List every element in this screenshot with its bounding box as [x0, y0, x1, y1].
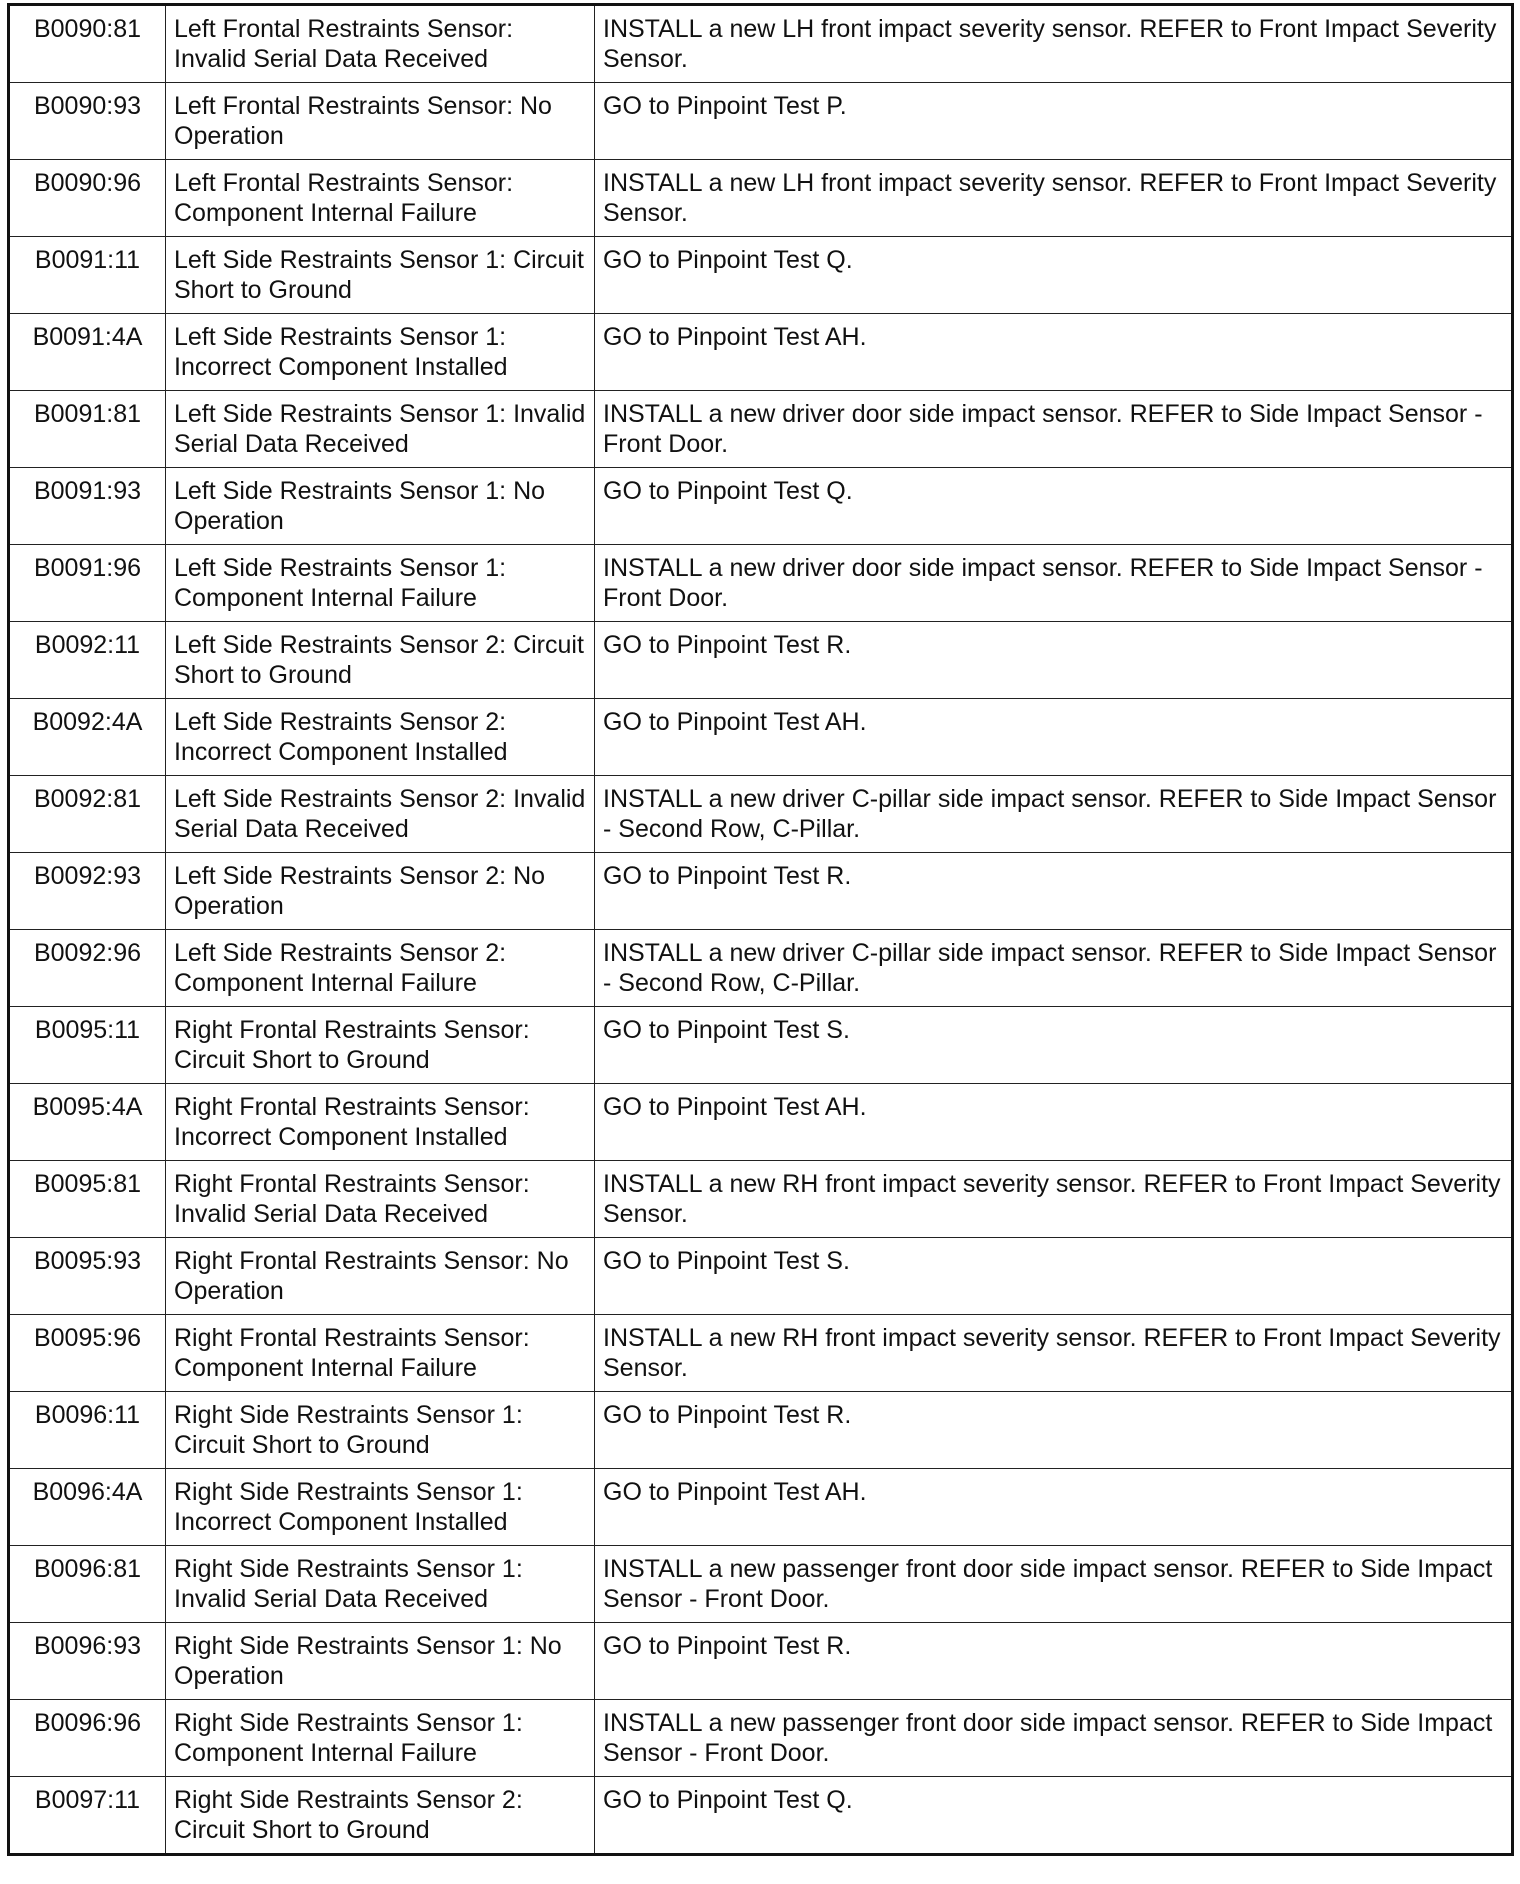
dtc-description-cell: Right Side Restraints Sensor 1: Invalid Serial Data Received	[166, 1546, 595, 1623]
dtc-description-cell: Left Frontal Restraints Sensor: Invalid Serial Data Received	[166, 5, 595, 83]
dtc-description-cell: Left Frontal Restraints Sensor: No Operation	[166, 83, 595, 160]
table-row	[9, 1084, 1513, 1161]
dtc-action-cell: GO to Pinpoint Test R.	[595, 622, 1513, 699]
table-row	[9, 776, 1513, 853]
dtc-code-cell: B0092:11	[9, 622, 166, 699]
table-row	[9, 622, 1513, 699]
dtc-action-cell: INSTALL a new passenger front door side impact sensor. REFER to Side Impact Sensor - Front Door.	[595, 1546, 1513, 1623]
dtc-action-cell: GO to Pinpoint Test Q.	[595, 468, 1513, 545]
dtc-description-cell: Right Frontal Restraints Sensor: Circuit Short to Ground	[166, 1007, 595, 1084]
dtc-action-cell: GO to Pinpoint Test Q.	[595, 237, 1513, 314]
table-row	[9, 1315, 1513, 1392]
dtc-action-cell: GO to Pinpoint Test AH.	[595, 314, 1513, 391]
table-row	[9, 83, 1513, 160]
dtc-action-cell: GO to Pinpoint Test P.	[595, 83, 1513, 160]
dtc-description-cell: Left Side Restraints Sensor 2: Component Internal Failure	[166, 930, 595, 1007]
dtc-code-cell: B0095:11	[9, 1007, 166, 1084]
dtc-table-body	[9, 5, 1513, 1855]
dtc-action-cell: GO to Pinpoint Test R.	[595, 1623, 1513, 1700]
table-row	[9, 545, 1513, 622]
dtc-code-cell: B0092:93	[9, 853, 166, 930]
table-row	[9, 1623, 1513, 1700]
table-row	[9, 160, 1513, 237]
dtc-code-cell: B0090:81	[9, 5, 166, 83]
dtc-code-cell: B0091:81	[9, 391, 166, 468]
table-row	[9, 391, 1513, 468]
dtc-code-cell: B0095:81	[9, 1161, 166, 1238]
dtc-action-cell: GO to Pinpoint Test AH.	[595, 1084, 1513, 1161]
table-row	[9, 930, 1513, 1007]
dtc-code-cell: B0092:4A	[9, 699, 166, 776]
table-row	[9, 1161, 1513, 1238]
table-row	[9, 1469, 1513, 1546]
table-row	[9, 1700, 1513, 1777]
dtc-code-cell: B0092:81	[9, 776, 166, 853]
dtc-description-cell: Right Side Restraints Sensor 1: Component Internal Failure	[166, 1700, 595, 1777]
dtc-description-cell: Right Side Restraints Sensor 2: Circuit Short to Ground	[166, 1777, 595, 1855]
dtc-action-cell: INSTALL a new RH front impact severity sensor. REFER to Front Impact Severity Sensor.	[595, 1315, 1513, 1392]
dtc-description-cell: Right Frontal Restraints Sensor: Invalid Serial Data Received	[166, 1161, 595, 1238]
dtc-description-cell: Left Side Restraints Sensor 2: Incorrect Component Installed	[166, 699, 595, 776]
dtc-description-cell: Left Side Restraints Sensor 2: Circuit Short to Ground	[166, 622, 595, 699]
dtc-description-cell: Right Side Restraints Sensor 1: No Operation	[166, 1623, 595, 1700]
dtc-action-cell: INSTALL a new driver door side impact sensor. REFER to Side Impact Sensor - Front Door.	[595, 545, 1513, 622]
dtc-action-cell: INSTALL a new driver C-pillar side impact sensor. REFER to Side Impact Sensor - Second Row, C-Pillar.	[595, 930, 1513, 1007]
dtc-code-cell: B0097:11	[9, 1777, 166, 1855]
table-row	[9, 1238, 1513, 1315]
dtc-description-cell: Left Side Restraints Sensor 1: Component Internal Failure	[166, 545, 595, 622]
dtc-code-cell: B0091:4A	[9, 314, 166, 391]
dtc-action-cell: GO to Pinpoint Test S.	[595, 1238, 1513, 1315]
table-row	[9, 853, 1513, 930]
dtc-code-cell: B0095:4A	[9, 1084, 166, 1161]
table-row	[9, 1392, 1513, 1469]
table-row	[9, 699, 1513, 776]
dtc-description-cell: Left Side Restraints Sensor 1: Circuit Short to Ground	[166, 237, 595, 314]
dtc-table	[7, 3, 1514, 1856]
dtc-code-cell: B0091:11	[9, 237, 166, 314]
dtc-description-cell: Right Frontal Restraints Sensor: Component Internal Failure	[166, 1315, 595, 1392]
dtc-action-cell: INSTALL a new RH front impact severity sensor. REFER to Front Impact Severity Sensor.	[595, 1161, 1513, 1238]
dtc-action-cell: GO to Pinpoint Test S.	[595, 1007, 1513, 1084]
dtc-code-cell: B0096:11	[9, 1392, 166, 1469]
dtc-description-cell: Left Side Restraints Sensor 1: Invalid Serial Data Received	[166, 391, 595, 468]
dtc-description-cell: Right Side Restraints Sensor 1: Incorrect Component Installed	[166, 1469, 595, 1546]
dtc-action-cell: INSTALL a new LH front impact severity sensor. REFER to Front Impact Severity Sensor.	[595, 5, 1513, 83]
dtc-code-cell: B0096:4A	[9, 1469, 166, 1546]
dtc-action-cell: GO to Pinpoint Test R.	[595, 853, 1513, 930]
dtc-code-cell: B0095:96	[9, 1315, 166, 1392]
dtc-code-cell: B0090:96	[9, 160, 166, 237]
table-row	[9, 237, 1513, 314]
dtc-code-cell: B0096:96	[9, 1700, 166, 1777]
table-row	[9, 1546, 1513, 1623]
dtc-code-cell: B0092:96	[9, 930, 166, 1007]
table-row	[9, 1777, 1513, 1855]
table-row	[9, 5, 1513, 83]
dtc-action-cell: INSTALL a new LH front impact severity sensor. REFER to Front Impact Severity Sensor.	[595, 160, 1513, 237]
dtc-action-cell: INSTALL a new passenger front door side impact sensor. REFER to Side Impact Sensor - Front Door.	[595, 1700, 1513, 1777]
dtc-description-cell: Left Side Restraints Sensor 1: Incorrect Component Installed	[166, 314, 595, 391]
dtc-description-cell: Left Side Restraints Sensor 2: Invalid Serial Data Received	[166, 776, 595, 853]
dtc-code-cell: B0095:93	[9, 1238, 166, 1315]
dtc-action-cell: INSTALL a new driver C-pillar side impact sensor. REFER to Side Impact Sensor - Second Row, C-Pillar.	[595, 776, 1513, 853]
dtc-action-cell: GO to Pinpoint Test AH.	[595, 699, 1513, 776]
dtc-description-cell: Left Side Restraints Sensor 2: No Operation	[166, 853, 595, 930]
dtc-action-cell: GO to Pinpoint Test R.	[595, 1392, 1513, 1469]
table-row	[9, 468, 1513, 545]
dtc-description-cell: Left Side Restraints Sensor 1: No Operation	[166, 468, 595, 545]
dtc-description-cell: Right Frontal Restraints Sensor: No Operation	[166, 1238, 595, 1315]
dtc-description-cell: Right Frontal Restraints Sensor: Incorrect Component Installed	[166, 1084, 595, 1161]
dtc-code-cell: B0091:93	[9, 468, 166, 545]
dtc-code-cell: B0090:93	[9, 83, 166, 160]
dtc-code-cell: B0096:93	[9, 1623, 166, 1700]
dtc-description-cell: Right Side Restraints Sensor 1: Circuit Short to Ground	[166, 1392, 595, 1469]
dtc-action-cell: INSTALL a new driver door side impact sensor. REFER to Side Impact Sensor - Front Door.	[595, 391, 1513, 468]
dtc-code-cell: B0091:96	[9, 545, 166, 622]
table-row	[9, 1007, 1513, 1084]
table-row	[9, 314, 1513, 391]
dtc-description-cell: Left Frontal Restraints Sensor: Component Internal Failure	[166, 160, 595, 237]
dtc-code-cell: B0096:81	[9, 1546, 166, 1623]
dtc-action-cell: GO to Pinpoint Test AH.	[595, 1469, 1513, 1546]
dtc-action-cell: GO to Pinpoint Test Q.	[595, 1777, 1513, 1855]
